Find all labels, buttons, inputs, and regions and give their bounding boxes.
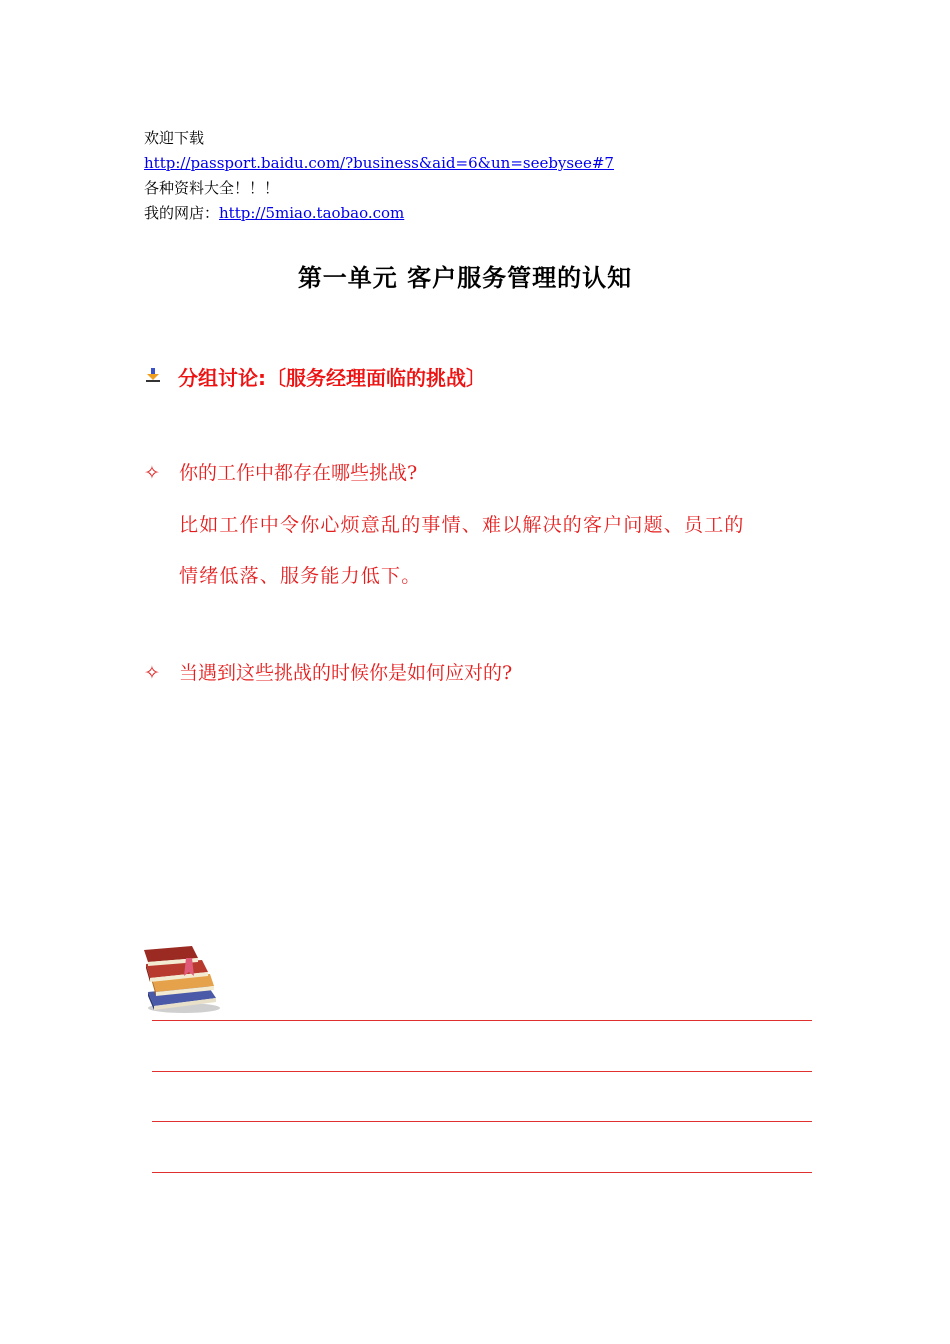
- arrow-bullet-icon: [145, 367, 161, 383]
- question-item: [144, 660, 512, 686]
- page-title: 第一单元 客户服务管理的认知: [297, 264, 633, 292]
- question-explanation-line: 比如工作中令你心烦意乱的事情、难以解决的客户问题、员工的: [179, 514, 745, 536]
- materials-text: 各种资料大全！！！: [144, 179, 280, 197]
- question-explanation-line: 情绪低落、服务能力低下。: [179, 565, 422, 587]
- books-icon: [142, 942, 222, 1014]
- welcome-text: 欢迎下载: [144, 129, 205, 147]
- answer-line: [152, 1172, 812, 1173]
- discussion-heading: 分组讨论:〔服务经理面临的挑战〕: [178, 366, 486, 390]
- answer-line: [152, 1020, 812, 1021]
- answer-line: [152, 1121, 812, 1122]
- answer-line: [152, 1071, 812, 1072]
- shop-line: [144, 203, 404, 223]
- download-link[interactable]: http://passport.baidu.com/?business&aid=6&un=seebysee#7: [144, 154, 614, 172]
- sparkle-bullet-icon: ✧: [144, 662, 160, 684]
- shop-label: 我的网店：: [144, 204, 220, 222]
- download-link-line: [144, 153, 614, 173]
- shop-link[interactable]: http://5miao.taobao.com: [219, 204, 405, 222]
- question-text: 当遇到这些挑战的时候你是如何应对的?: [179, 662, 513, 684]
- question-text: 你的工作中都存在哪些挑战?: [179, 462, 418, 484]
- sparkle-bullet-icon: ✧: [144, 462, 160, 484]
- question-item: [144, 460, 417, 486]
